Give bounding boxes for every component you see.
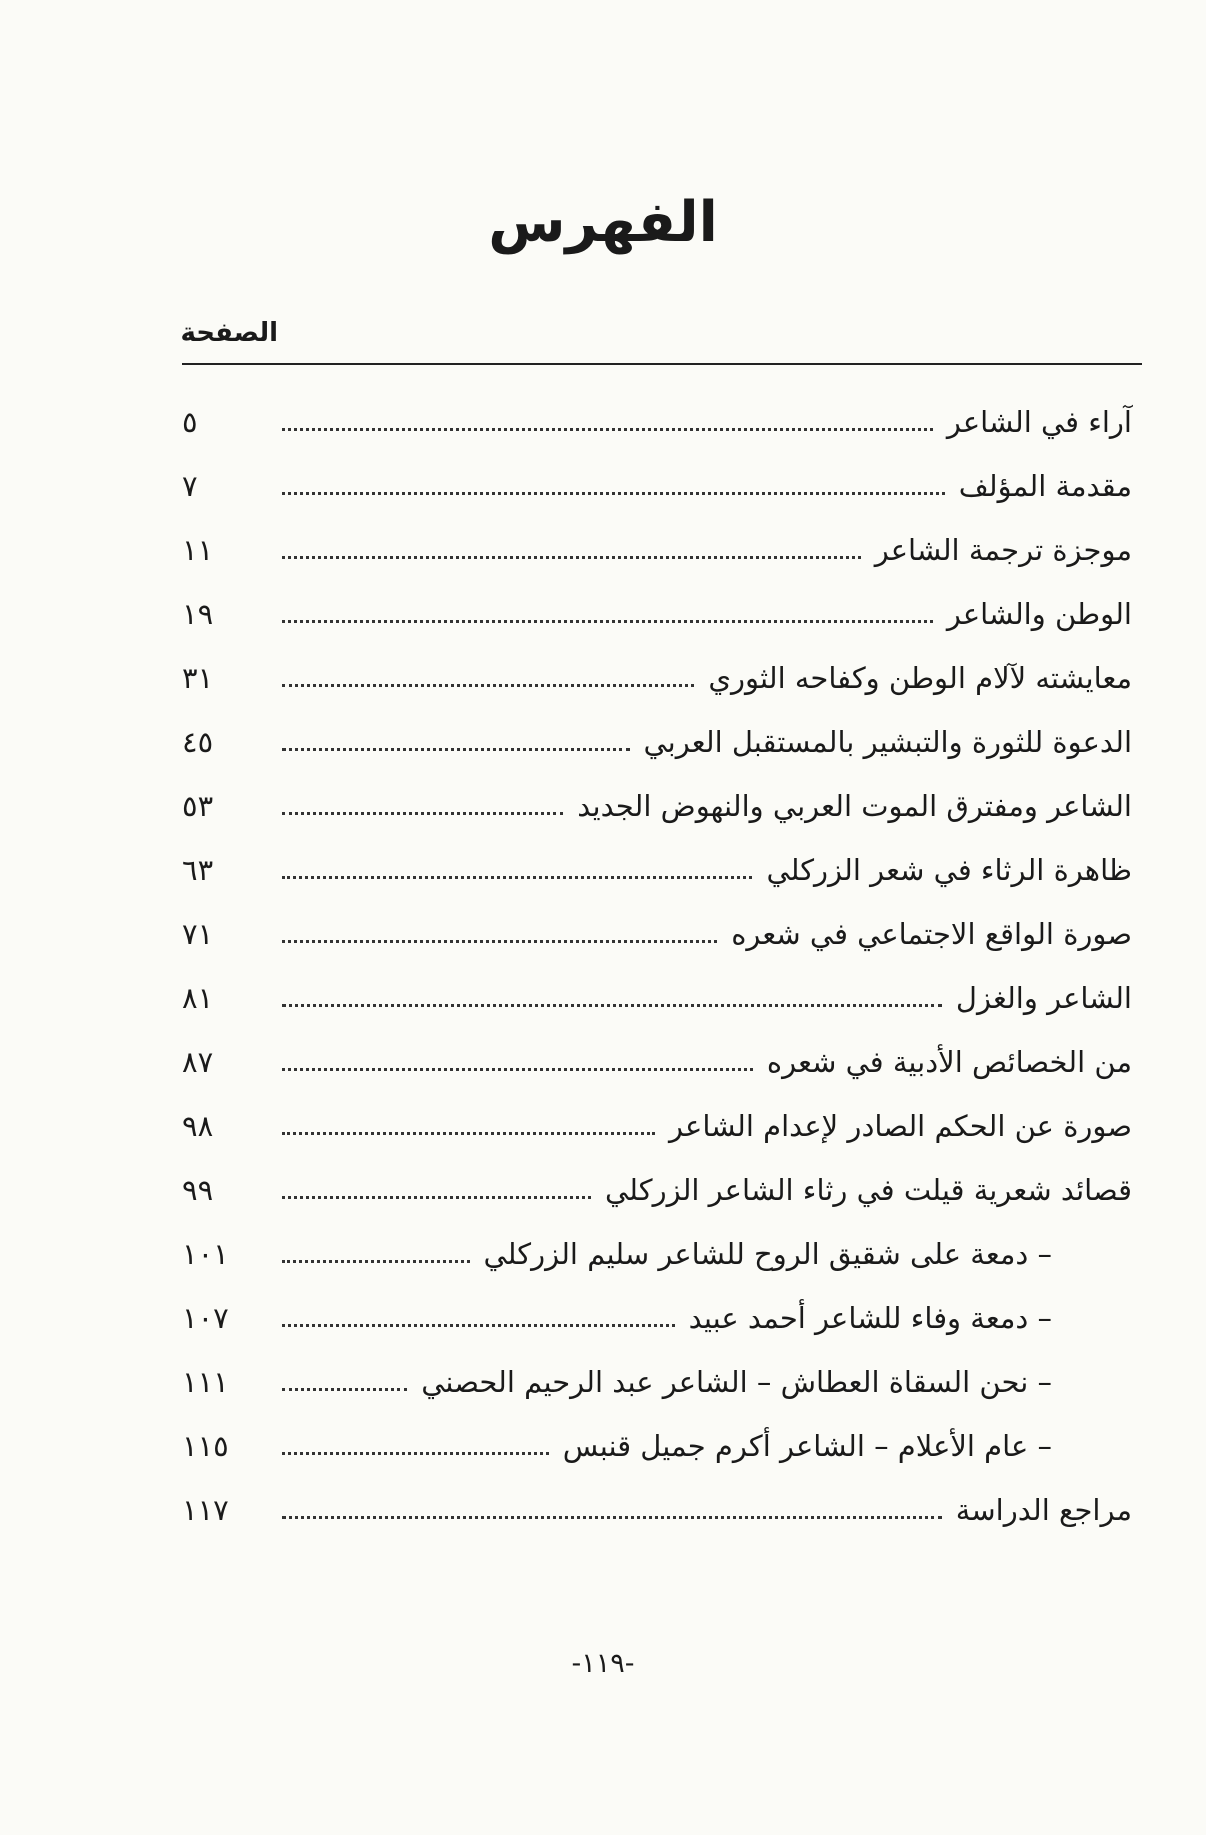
toc-entry-title: – نحن السقاة العطاش – الشاعر عبد الرحيم الحصني <box>421 1365 1052 1399</box>
toc-entry <box>182 838 1132 902</box>
toc-entry-title: الدعوة للثورة والتبشير بالمستقبل العربي <box>643 725 1132 759</box>
toc-entry <box>182 1094 1132 1158</box>
toc-entry-title: معايشته لآلام الوطن وكفاحه الثوري <box>708 661 1132 695</box>
toc-entry <box>182 1158 1132 1222</box>
toc-entry-page: ٥ <box>182 405 198 439</box>
toc-entry-page: ٩٨ <box>182 1109 214 1143</box>
toc-leader-dots <box>282 428 933 431</box>
toc-entry-title: – دمعة على شقيق الروح للشاعر سليم الزركلي <box>483 1237 1052 1271</box>
toc-entry-title: من الخصائص الأدبية في شعره <box>766 1045 1132 1079</box>
toc-entry <box>182 646 1132 710</box>
toc-entry-title: الوطن والشاعر <box>946 597 1132 631</box>
toc-entry-page: ١١٥ <box>182 1429 229 1463</box>
toc-leader-dots <box>282 940 717 943</box>
toc-leader-dots <box>282 492 945 495</box>
toc-entry-title: قصائد شعرية قيلت في رثاء الشاعر الزركلي <box>604 1173 1132 1207</box>
toc-entry-title: صورة عن الحكم الصادر لإعدام الشاعر <box>669 1109 1132 1143</box>
toc-leader-dots <box>282 876 752 879</box>
toc-entry-page: ٩٩ <box>182 1173 214 1207</box>
toc-leader-dots <box>282 620 933 623</box>
toc-sub-entry <box>182 1286 1132 1350</box>
toc-entry-title: – دمعة وفاء للشاعر أحمد عبيد <box>688 1301 1052 1335</box>
toc-leader-dots <box>282 1068 753 1071</box>
table-of-contents <box>182 390 1132 1542</box>
toc-leader-dots <box>282 1388 407 1391</box>
toc-leader-dots <box>282 1324 675 1327</box>
toc-entry-title: آراء في الشاعر <box>946 405 1132 439</box>
toc-entry <box>182 454 1132 518</box>
toc-entry-title: الشاعر والغزل <box>955 981 1132 1015</box>
toc-leader-dots <box>282 1132 655 1135</box>
toc-leader-dots <box>282 1004 942 1007</box>
toc-entry <box>182 774 1132 838</box>
toc-entry-page: ٣١ <box>182 661 214 695</box>
toc-leader-dots <box>282 812 563 815</box>
toc-leader-dots <box>282 1516 942 1519</box>
toc-entry <box>182 1030 1132 1094</box>
toc-entry-page: ١١٧ <box>182 1493 229 1527</box>
toc-entry-page: ٧ <box>182 469 198 503</box>
toc-leader-dots <box>282 1196 591 1199</box>
toc-entry <box>182 390 1132 454</box>
toc-entry-title: مقدمة المؤلف <box>958 469 1132 503</box>
toc-leader-dots <box>282 556 861 559</box>
toc-entry-page: ٧١ <box>182 917 214 951</box>
page-title: الفهرس <box>488 190 718 255</box>
toc-entry-title: مراجع الدراسة <box>955 1493 1132 1527</box>
toc-entry-page: ٥٣ <box>182 789 214 823</box>
toc-entry-title: ظاهرة الرثاء في شعر الزركلي <box>766 853 1132 887</box>
toc-entry-page: ١٠٧ <box>182 1301 229 1335</box>
toc-entry-title: موجزة ترجمة الشاعر <box>874 533 1132 567</box>
toc-entry-page: ١١١ <box>182 1365 229 1399</box>
toc-entry-page: ٨١ <box>182 981 214 1015</box>
header-rule <box>182 363 1142 365</box>
toc-entry-title: الشاعر ومفترق الموت العربي والنهوض الجديد <box>577 789 1132 823</box>
toc-entry-page: ١٩ <box>182 597 214 631</box>
toc-entry <box>182 1478 1132 1542</box>
toc-entry-page: ٦٣ <box>182 853 214 887</box>
page-column-label: الصفحة <box>180 318 278 348</box>
toc-leader-dots <box>282 1260 470 1263</box>
toc-sub-entry <box>182 1222 1132 1286</box>
page-number: -١١٩- <box>571 1648 635 1679</box>
toc-entry <box>182 966 1132 1030</box>
toc-sub-entry <box>182 1350 1132 1414</box>
toc-entry <box>182 902 1132 966</box>
toc-entry <box>182 518 1132 582</box>
toc-entry-page: ٤٥ <box>182 725 214 759</box>
toc-entry <box>182 582 1132 646</box>
toc-leader-dots <box>282 684 694 687</box>
toc-entry-title: صورة الواقع الاجتماعي في شعره <box>731 917 1132 951</box>
toc-entry-page: ١٠١ <box>182 1237 229 1271</box>
toc-leader-dots <box>282 1452 549 1455</box>
toc-entry-title: – عام الأعلام – الشاعر أكرم جميل قنبس <box>562 1429 1052 1463</box>
toc-sub-entry <box>182 1414 1132 1478</box>
toc-entry-page: ١١ <box>182 533 214 567</box>
toc-entry <box>182 710 1132 774</box>
toc-leader-dots <box>282 748 630 751</box>
toc-entry-page: ٨٧ <box>182 1045 214 1079</box>
